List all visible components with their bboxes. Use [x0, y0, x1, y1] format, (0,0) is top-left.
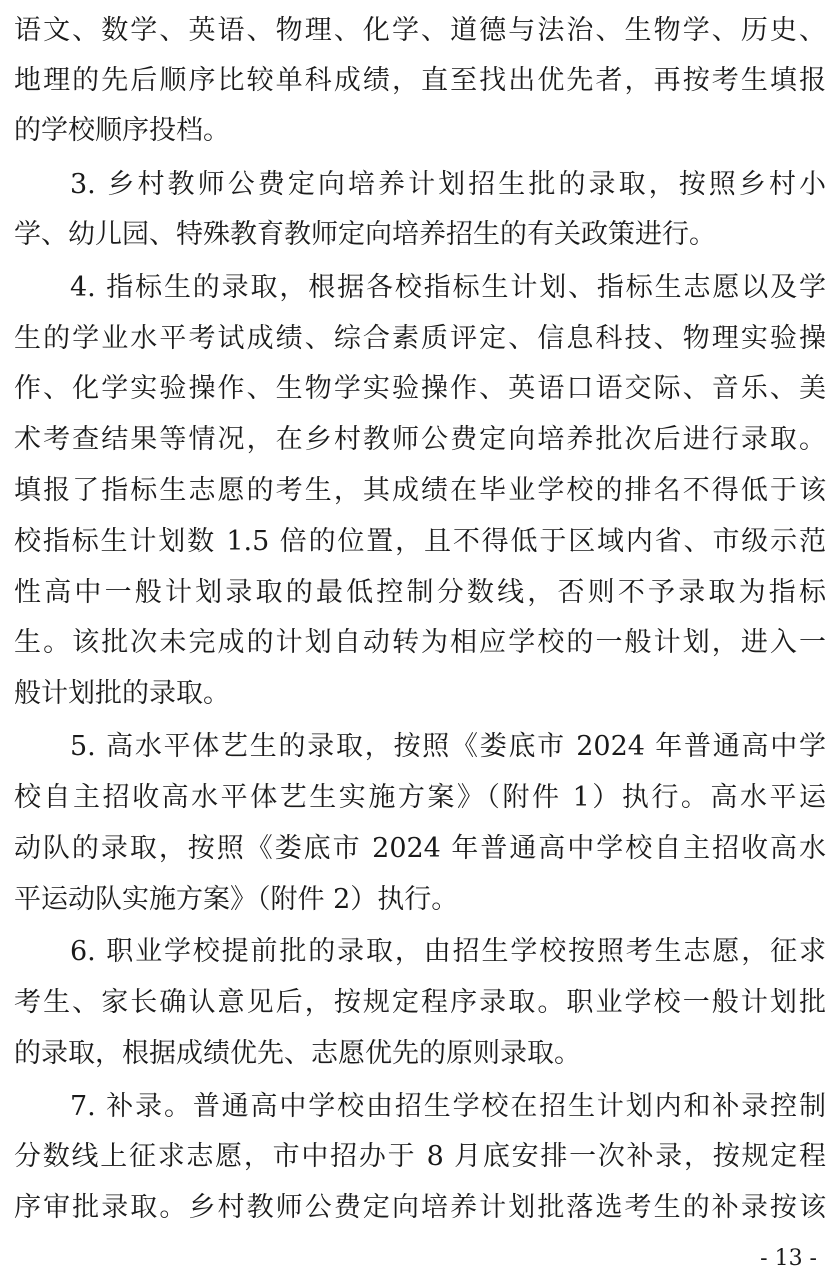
text-line: 作、化学实验操作、生物学实验操作、英语口语交际、音乐、美: [14, 373, 826, 404]
text-line: 般计划批的录取。: [14, 678, 230, 709]
text-line: 7. 补录。普通高中学校由招生学校在招生计划内和补录控制: [70, 1091, 826, 1122]
text-line: 填报了指标生志愿的考生，其成绩在毕业学校的排名不得低于该: [14, 475, 826, 506]
text-line: 语文、数学、英语、物理、化学、道德与法治、生物学、历史、: [14, 15, 826, 46]
text-line: 6. 职业学校提前批的录取，由招生学校按照考生志愿，征求: [70, 936, 826, 967]
text-line: 性高中一般计划录取的最低控制分数线，否则不予录取为指标: [14, 577, 826, 608]
text-line: 校指标生计划数 1.5 倍的位置，且不得低于区域内省、市级示范: [14, 526, 826, 557]
text-line: 5. 高水平体艺生的录取，按照《娄底市 2024 年普通高中学: [70, 731, 826, 762]
text-line: 考生、家长确认意见后，按规定程序录取。职业学校一般计划批: [14, 987, 826, 1018]
text-line: 校自主招收高水平体艺生实施方案》（附件 1）执行。高水平运: [14, 782, 826, 813]
text-line: 4. 指标生的录取，根据各校指标生计划、指标生志愿以及学: [70, 272, 826, 303]
text-line: 的学校顺序投档。: [14, 115, 230, 146]
page-number: - 13 -: [760, 1246, 817, 1271]
text-line: 生。该批次未完成的计划自动转为相应学校的一般计划，进入一: [14, 627, 826, 658]
text-line: 的录取，根据成绩优先、志愿优先的原则录取。: [14, 1038, 581, 1069]
text-line: 术考查结果等情况，在乡村教师公费定向培养批次后进行录取。: [14, 424, 826, 455]
text-line: 生的学业水平考试成绩、综合素质评定、信息科技、物理实验操: [14, 323, 826, 354]
text-line: 序审批录取。乡村教师公费定向培养计划批落选考生的补录按该: [14, 1192, 826, 1223]
text-line: 平运动队实施方案》（附件 2）执行。: [14, 884, 459, 915]
text-line: 动队的录取，按照《娄底市 2024 年普通高中学校自主招收高水: [14, 833, 826, 864]
text-line: 分数线上征求志愿，市中招办于 8 月底安排一次补录，按规定程: [14, 1141, 826, 1172]
text-line: 学、幼儿园、特殊教育教师定向培养招生的有关政策进行。: [14, 219, 716, 250]
text-line: 地理的先后顺序比较单科成绩，直至找出优先者，再按考生填报: [14, 65, 826, 96]
text-line: 3. 乡村教师公费定向培养计划招生批的录取，按照乡村小: [70, 169, 826, 200]
